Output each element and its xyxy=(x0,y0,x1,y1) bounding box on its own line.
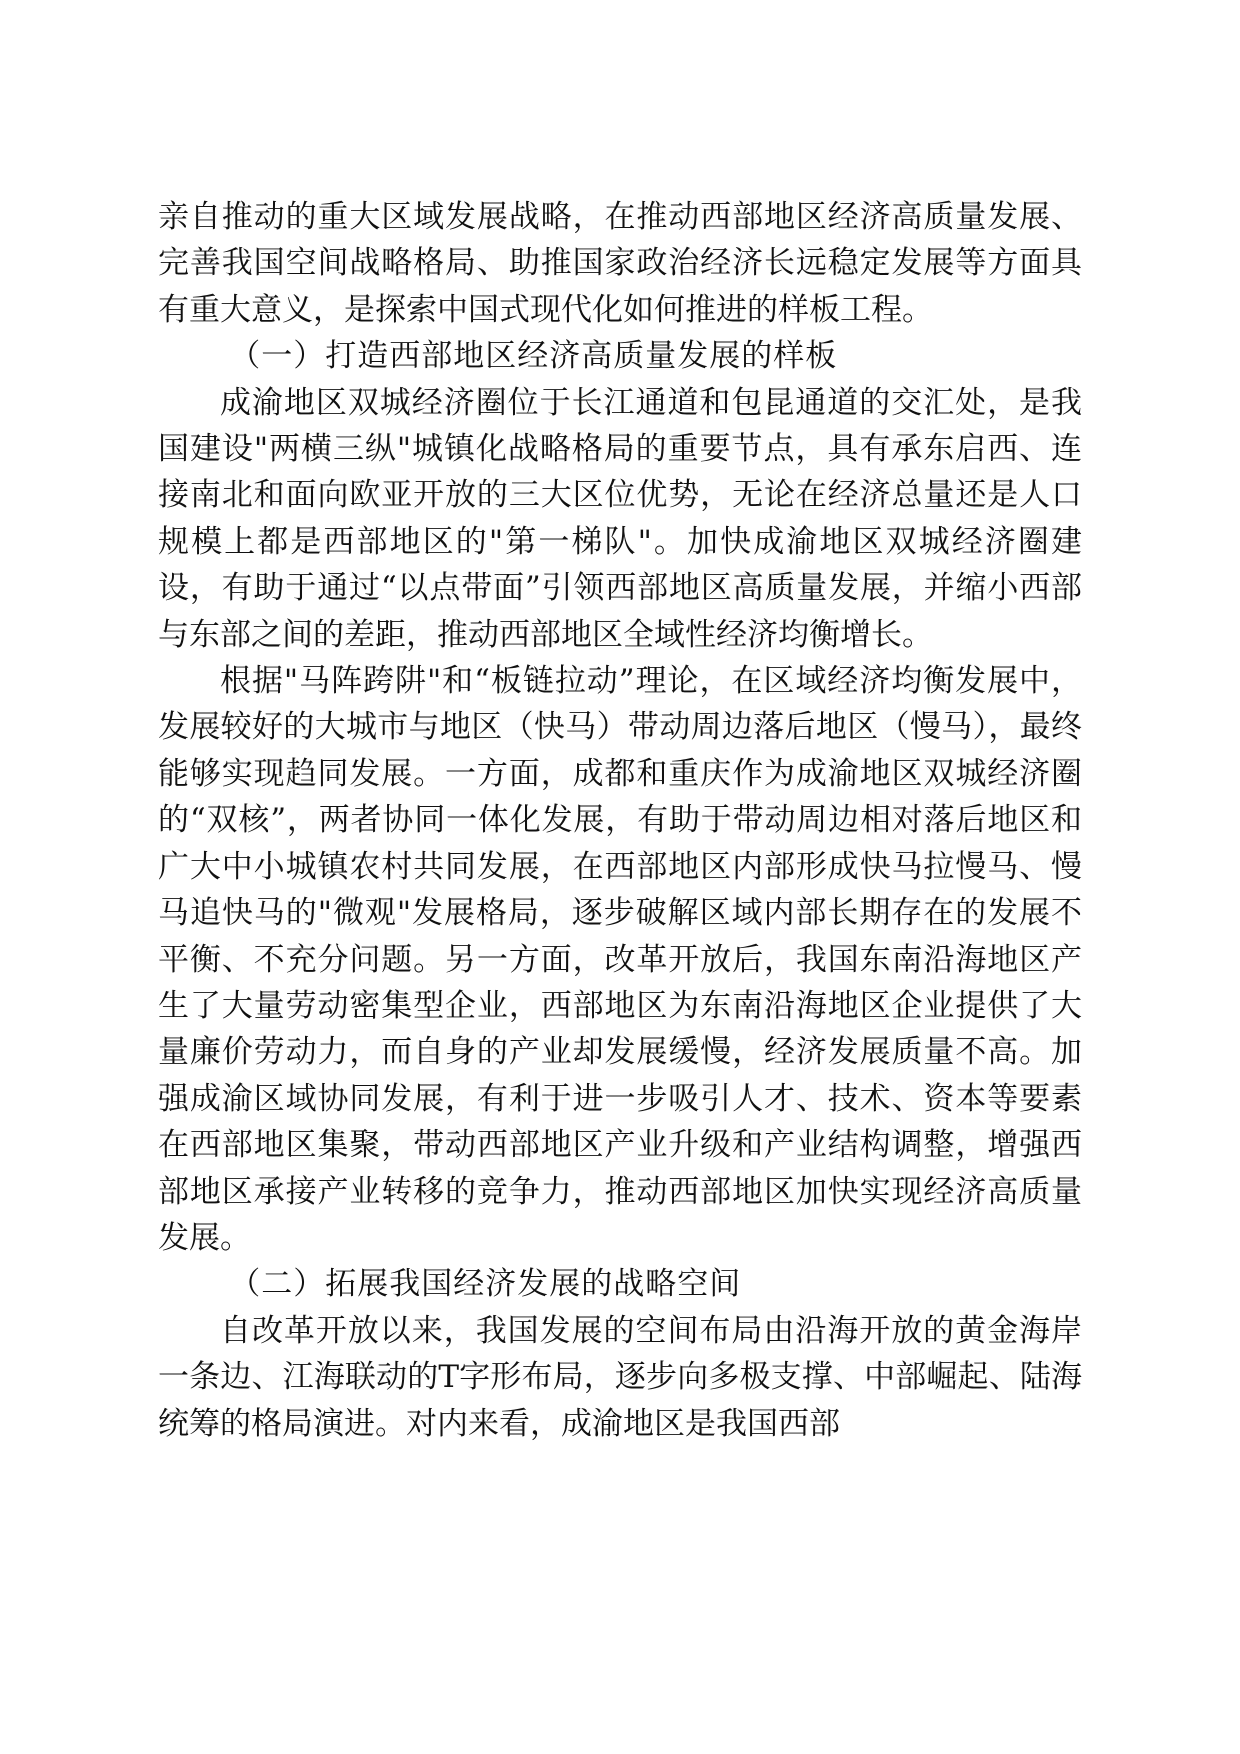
body-paragraph-continuation: 亲自推动的重大区域发展战略，在推动西部地区经济高质量发展、完善我国空间战略格局、助推国家政治经济长远稳定发展等方面具有重大意义，是探索中国式现代化如何推进的样板工程。 xyxy=(158,199,1082,328)
body-paragraph: 自改革开放以来，我国发展的空间布局由沿海开放的黄金海岸一条边、江海联动的T字形布局，逐步向多极支撑、中部崛起、陆海统筹的格局演进。对内来看，成渝地区是我国西部 xyxy=(158,1312,1082,1442)
section-heading-2: （二）拓展我国经济发展的战略空间 xyxy=(229,1266,742,1303)
body-paragraph: 根据"马阵跨阱"和“板链拉动”理论，在区域经济均衡发展中，发展较好的大城市与地区（快马）带动周边落后地区（慢马），最终能够实现趋同发展。一方面，成都和重庆作为成渝地区双城经济圈的“双核”，两者协同一体化发展，有助于带动周边相对落后地区和广大中小城镇农村共同发展，在西部地区内部形成快马拉慢马、慢马追快马的"微观"发展格局，逐步破解区域内部长期存在的发展不平衡、不充分问题。另一方面，改革开放后，我国东南沿海地区产生了大量劳动密集型企业，西部地区为东南沿海地区企业提供了大量廉价劳动力，而自身的产业却发展缓慢，经济发展质量不高。加强成渝区域协同发展，有利于进一步吸引人才、技术、资本等要素在西部地区集聚，带动西部地区产业升级和产业结构调整，增强西部地区承接产业转移的竞争力，推动西部地区加快实现经济高质量发展。 xyxy=(158,663,1082,1256)
body-paragraph: 成渝地区双城经济圈位于长江通道和包昆通道的交汇处，是我国建设"两横三纵"城镇化战略格局的重要节点，具有承东启西、连接南北和面向欧亚开放的三大区位优势，无论在经济总量还是人口规模上都是西部地区的"第一梯队"。加快成渝地区双城经济圈建设，有助于通过“以点带面”引领西部地区高质量发展，并缩小西部与东部之间的差距，推动西部地区全域性经济均衡增长。 xyxy=(158,384,1082,653)
section-heading-1: （一）打造西部地区经济高质量发展的样板 xyxy=(229,338,838,375)
document-page xyxy=(158,194,1082,1447)
